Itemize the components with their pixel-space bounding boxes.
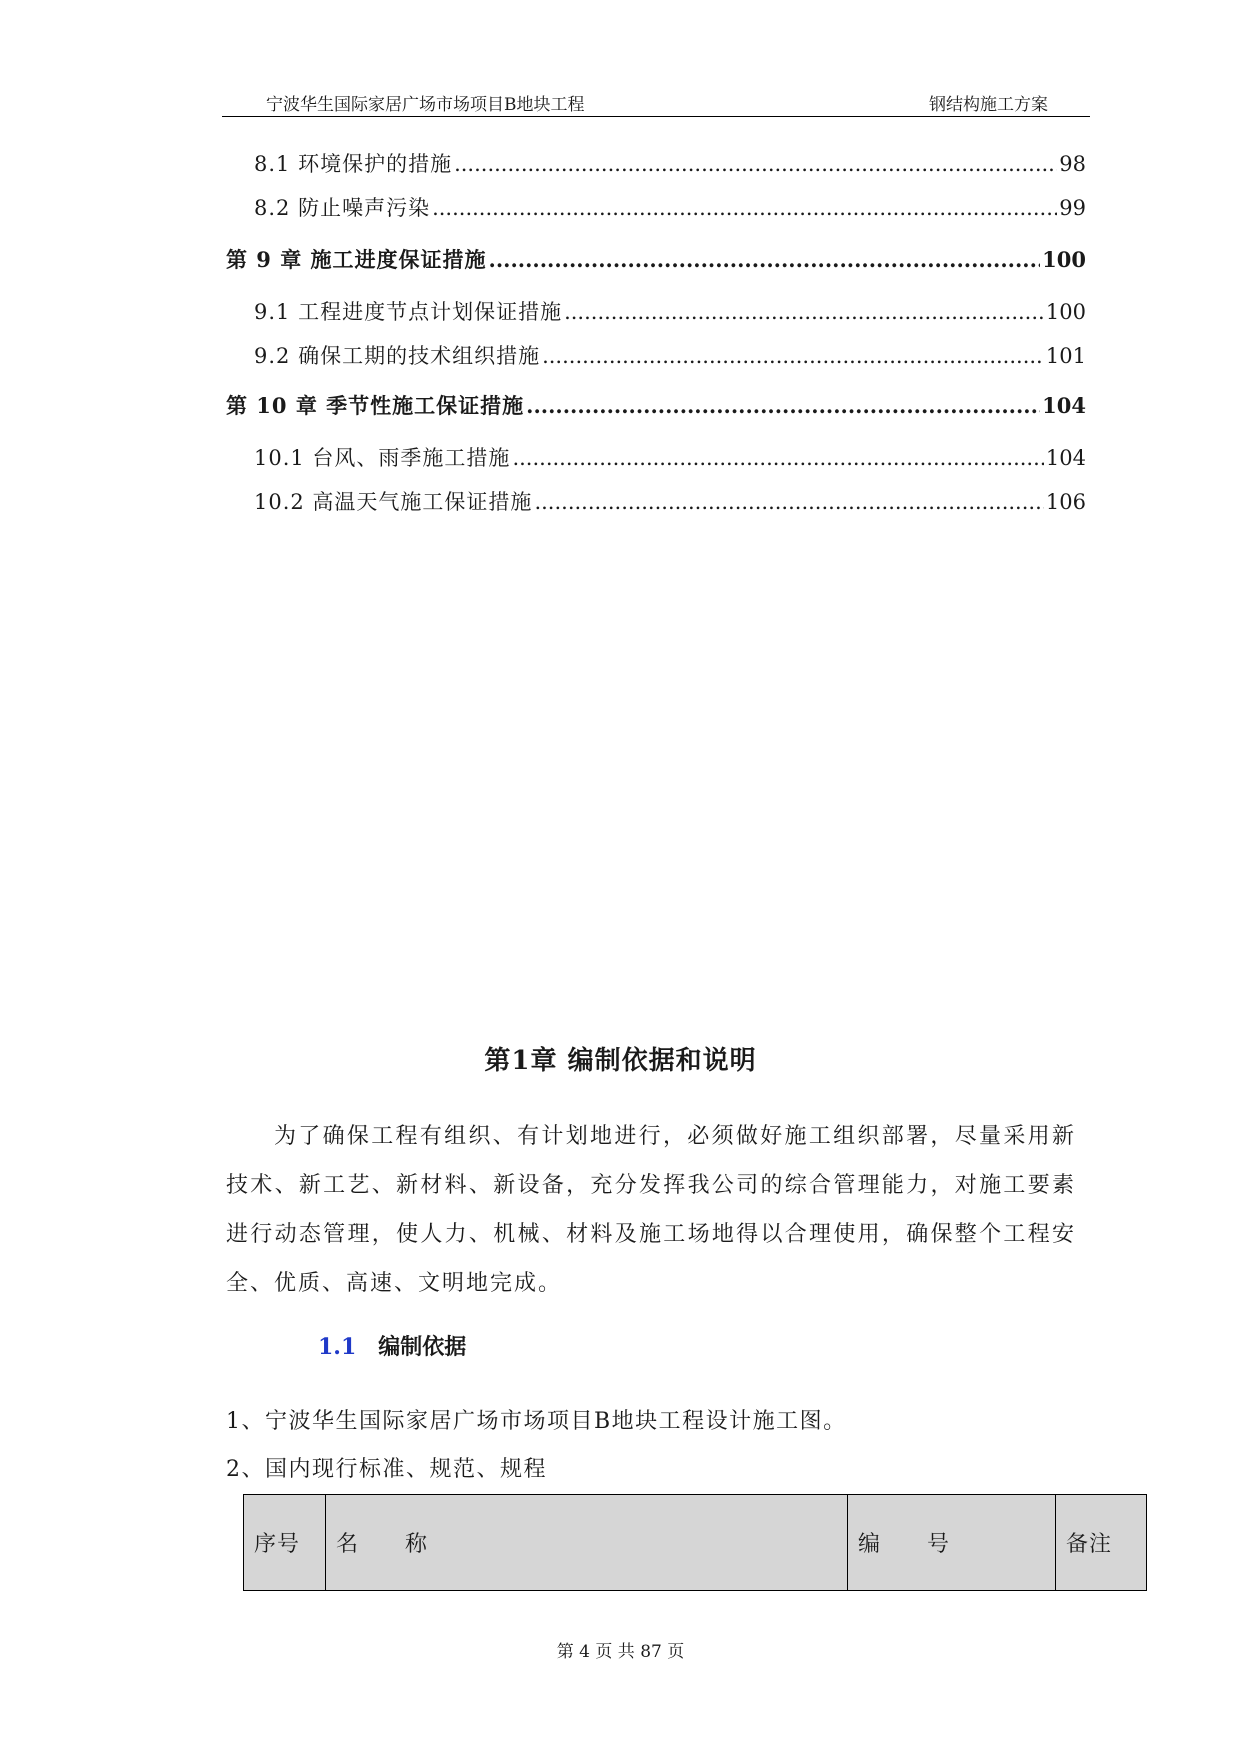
toc-entry[interactable] [254, 296, 1086, 326]
toc-entry-page: 104 [1045, 446, 1086, 470]
section-number: 1.1 [318, 1334, 357, 1360]
header-project-name: 宁波华生国际家居广场市场项目B地块工程 [266, 95, 585, 115]
col-header-code: 编 号 [848, 1495, 1056, 1591]
toc-chapter-entry[interactable] [226, 390, 1086, 420]
page-header [222, 82, 1090, 117]
toc-entry-label: 9.2 确保工期的技术组织措施 [254, 344, 541, 368]
toc-leader-dots [512, 446, 1043, 470]
toc-entry-label: 8.1 环境保护的措施 [254, 152, 453, 176]
list-item: 1、宁波华生国际家居广场市场项目B地块工程设计施工图。 [226, 1409, 847, 1434]
toc-entry-label: 10.2 高温天气施工保证措施 [254, 490, 533, 514]
toc-entry-page: 106 [1045, 490, 1086, 514]
toc-entry[interactable] [254, 192, 1086, 222]
toc-entry[interactable] [254, 148, 1086, 178]
col-header-name: 名 称 [326, 1495, 848, 1591]
toc-entry-label: 8.2 防止噪声污染 [254, 196, 431, 220]
toc-entry-label: 第 9 章 施工进度保证措施 [226, 247, 487, 272]
toc-entry-page: 100 [1042, 247, 1086, 272]
toc-entry-page: 101 [1045, 344, 1086, 368]
section-title: 编制依据 [378, 1334, 467, 1360]
toc-entry-label: 第 10 章 季节性施工保证措施 [226, 393, 525, 418]
col-header-remark: 备注 [1056, 1495, 1147, 1591]
toc-leader-dots [542, 344, 1044, 368]
toc-leader-dots [489, 247, 1041, 272]
standards-table [243, 1494, 1147, 1591]
toc-leader-dots [432, 196, 1057, 220]
toc-chapter-entry[interactable] [226, 244, 1086, 274]
toc-entry-page: 104 [1042, 393, 1086, 418]
toc-leader-dots [564, 300, 1044, 324]
toc-entry[interactable] [254, 340, 1086, 370]
toc-entry[interactable] [254, 486, 1086, 516]
toc-entry-label: 9.1 工程进度节点计划保证措施 [254, 300, 563, 324]
page-footer: 第 4 页 共 87 页 [556, 1642, 685, 1662]
table-header-row [244, 1495, 1147, 1591]
toc-leader-dots [454, 152, 1057, 176]
header-doc-title: 钢结构施工方案 [929, 95, 1048, 115]
toc-entry-label: 10.1 台风、雨季施工措施 [254, 446, 511, 470]
intro-paragraph: 为了确保工程有组织、有计划地进行，必须做好施工组织部署，尽量采用新技术、新工艺、新材料、新设备，充分发挥我公司的综合管理能力，对施工要素进行动态管理，使人力、机械、材料及施工场地得以合理使用，确保整个工程安全、优质、高速、文明地完成。 [226, 1124, 1076, 1296]
toc-leader-dots [526, 393, 1040, 418]
col-header-index: 序号 [244, 1495, 326, 1591]
section-heading [318, 1330, 466, 1361]
chapter-title: 第1章 编制依据和说明 [484, 1046, 757, 1076]
toc-leader-dots [534, 490, 1043, 514]
toc-entry-page: 100 [1045, 300, 1086, 324]
toc-entry[interactable] [254, 442, 1086, 472]
toc-entry-page: 98 [1059, 152, 1086, 176]
list-item: 2、国内现行标准、规范、规程 [226, 1457, 547, 1482]
toc-entry-page: 99 [1059, 196, 1086, 220]
